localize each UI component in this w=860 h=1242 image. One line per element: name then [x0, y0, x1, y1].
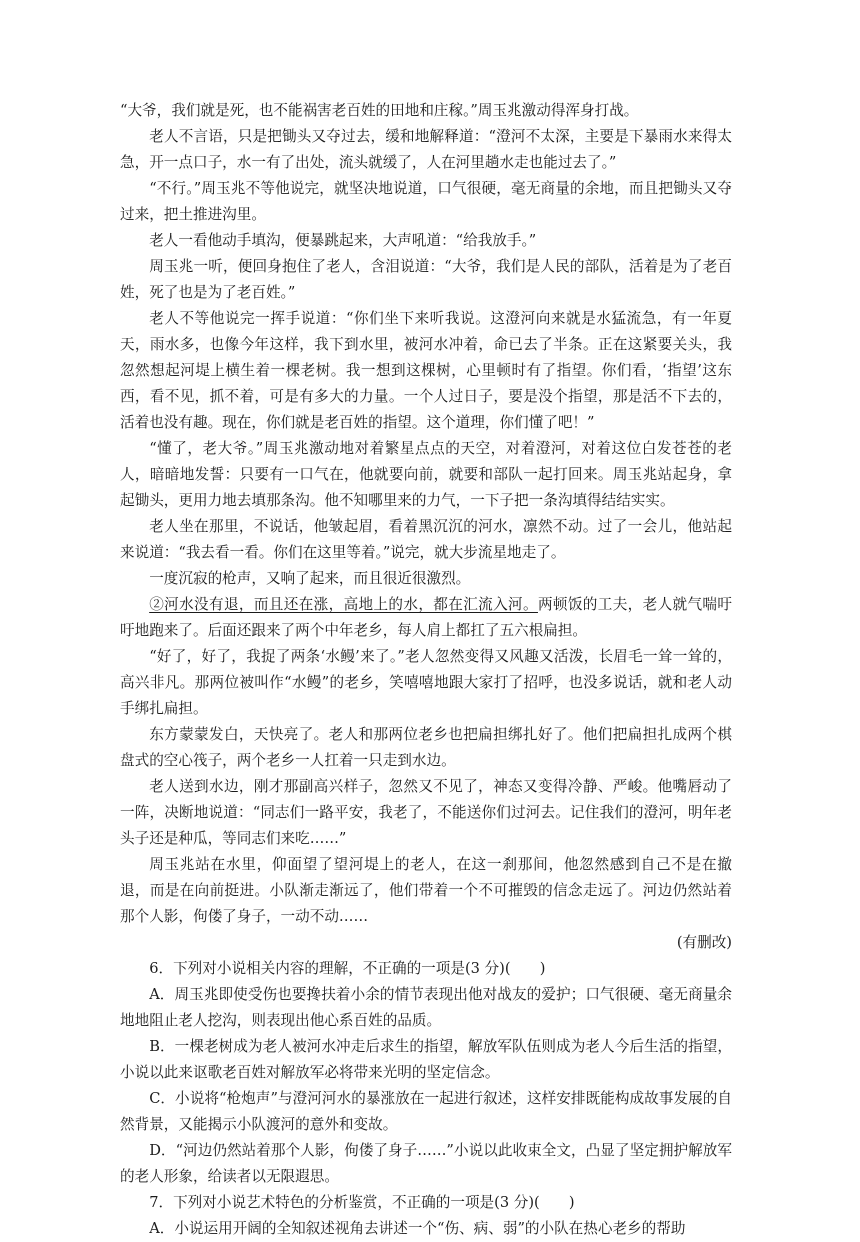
question-option: A．小说运用开阔的全知叙述视角去讲述一个“伤、病、弱”的小队在热心老乡的帮助: [149, 1220, 686, 1237]
document-page: [120, 98, 732, 1242]
paragraph: 东方蒙蒙发白，天快亮了。老人和那两位老乡也把扁担绑扎好了。他们把扁担扎成两个棋盘式的空心筏子，两个老乡一人扛着一只走到水边。: [120, 726, 732, 769]
paragraph: 老人一看他动手填沟，便暴跳起来，大声吼道：“给我放手。”: [149, 232, 537, 249]
paragraph: 老人送到水边，刚才那副高兴样子，忽然又不见了，神态又变得冷静、严峻。他嘴唇动了一阵，决断地说道：“同志们一路平安，我老了，不能送你们过河去。记住我们的澄河，明年老头子还是种瓜，等同志们来吃……”: [120, 778, 732, 847]
question-stem: 6．下列对小说相关内容的理解，不正确的一项是(3 分)( ): [149, 960, 546, 977]
paragraph: 周玉兆站在水里，仰面望了望河堤上的老人，在这一刹那间，他忽然感到自己不是在撤退，而是在向前挺进。小队渐走渐远了，他们带着一个不可摧毁的信念走远了。河边仍然站着那个人影，佝偻了身子，一动不动……: [120, 856, 732, 925]
paragraph: “好了，好了，我捉了两条‘水鳗’来了。”老人忽然变得又风趣又活泼，长眉毛一耸一耸的，高兴非凡。那两位被叫作“水鳗”的老乡，笑嘻嘻地跟大家打了招呼，也没多说话，就和老人动手绑扎扁担。: [120, 648, 732, 717]
paragraph: 周玉兆一听，便回身抱住了老人，含泪说道：“大爷，我们是人民的部队，活着是为了老百姓，死了也是为了老百姓。”: [120, 258, 732, 301]
question-option: C．小说将“枪炮声”与澄河河水的暴涨放在一起进行叙述，这样安排既能构成故事发展的自然背景，又能揭示小队渡河的意外和变故。: [120, 1090, 732, 1133]
paragraph: 老人不言语，只是把锄头又夺过去，缓和地解释道：“澄河不太深，主要是下暴雨水来得太急，开一点口子，水一有了出处，流头就缓了，人在河里趟水走也能过去了。”: [120, 128, 732, 171]
question-option: A．周玉兆即使受伤也要搀扶着小余的情节表现出他对战友的爱护；口气很硬、毫无商量余地地阻止老人挖沟，则表现出他心系百姓的品质。: [120, 986, 732, 1029]
paragraph: 老人不等他说完一挥手说道：“你们坐下来听我说。这澄河向来就是水猛流急，有一年夏天，雨水多，也像今年这样，我下到水里，被河水冲着，命已去了半条。正在这紧要关头，我忽然想起河堤上横生着一棵老树。我一想到这棵树，心里顿时有了指望。你们看，‘指望’这东西，看不见，抓不着，可是有多大的力量。一个人过日子，要是没个指望，那是活不下去的，活着也没有趣。现在，你们就是老百姓的指望。这个道理，你们懂了吧！”: [120, 310, 732, 431]
paragraph-continuation: 两顿饭的工夫，老人就气喘吁吁地跑来了。后面还跟来了两个中年老乡，每人肩上都扛了五六根扁担。: [120, 596, 732, 639]
question-option: D．“河边仍然站着那个人影，佝偻了身子……”小说以此收束全文，凸显了坚定拥护解放军的老人形象，给读者以无限遐思。: [120, 1142, 732, 1185]
source-note: (有删改): [676, 934, 732, 951]
question-stem: 7．下列对小说艺术特色的分析鉴赏，不正确的一项是(3 分)( ): [149, 1194, 575, 1211]
paragraph: 老人坐在那里，不说话，他皱起眉，看着黑沉沉的河水，凛然不动。过了一会儿，他站起来说道：“我去看一看。你们在这里等着。”说完，就大步流星地走了。: [120, 518, 732, 561]
underlined-sentence: ②河水没有退，而且还在涨，高地上的水，都在汇流入河。: [149, 596, 538, 613]
paragraph: 一度沉寂的枪声，又响了起来，而且很近很激烈。: [149, 570, 471, 587]
paragraph-with-underline: [120, 592, 732, 644]
paragraph: “大爷，我们就是死，也不能祸害老百姓的田地和庄稼。”周玉兆激动得浑身打战。: [120, 102, 639, 119]
paragraph: “懂了，老大爷。”周玉兆激动地对着繁星点点的天空，对着澄河，对着这位白发苍苍的老人，暗暗地发誓：只要有一口气在，他就要向前，就要和部队一起打回来。周玉兆站起身，拿起锄头，更用力地去填那条沟。他不知哪里来的力气，一下子把一条沟填得结结实实。: [120, 440, 732, 509]
question-option: B．一棵老树成为老人被河水冲走后求生的指望，解放军队伍则成为老人今后生活的指望，小说以此来讴歌老百姓对解放军必将带来光明的坚定信念。: [120, 1038, 732, 1081]
paragraph: “不行。”周玉兆不等他说完，就坚决地说道，口气很硬，毫无商量的余地，而且把锄头又夺过来，把土推进沟里。: [120, 180, 732, 223]
